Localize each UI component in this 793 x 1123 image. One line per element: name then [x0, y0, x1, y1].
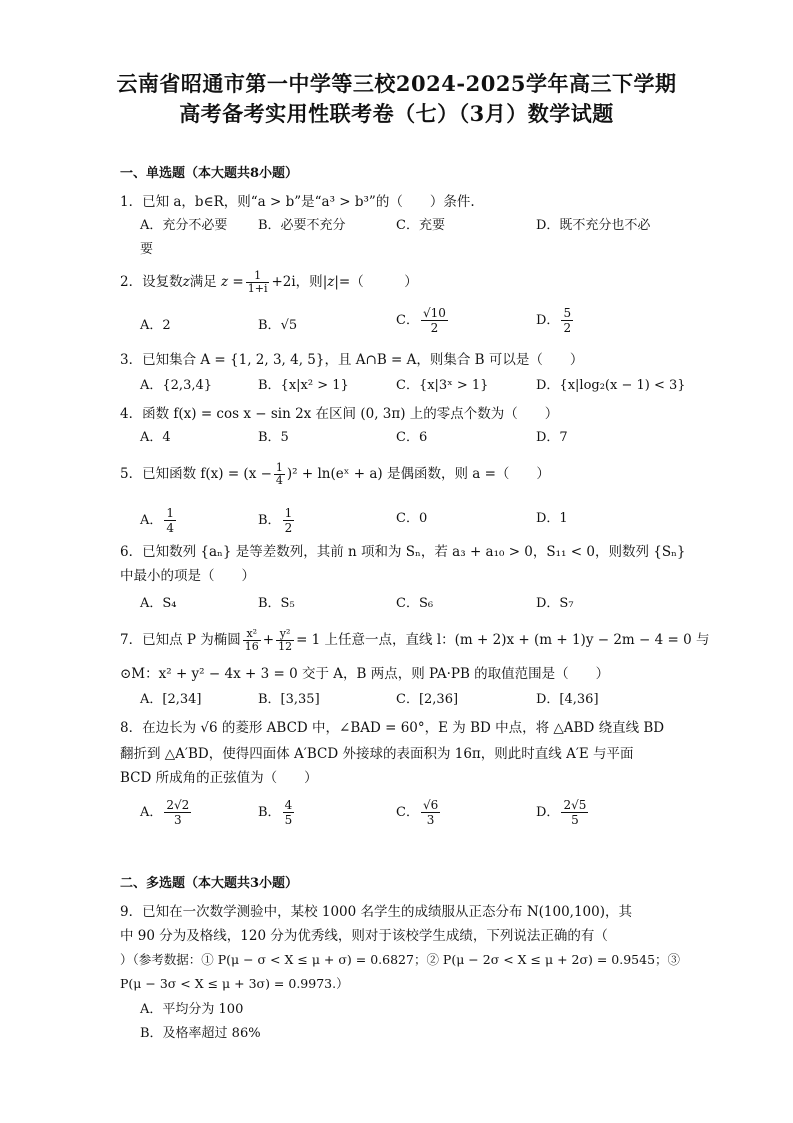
fraction: $\frac{1}{1+i}$ — [247, 269, 268, 295]
question-6-option-b: B．S₅ — [258, 596, 295, 611]
question-9-stem-line3: ）（参考数据：① P(μ − σ < X ≤ μ + σ) = 0.6827；② P(μ − 2σ < X ≤ μ + 2σ) = 0.9545；③ — [120, 952, 681, 967]
question-9-stem: 9．已知在一次数学测验中，某校 1000 名学生的成绩服从正态分布 N(100,100)，其 — [120, 904, 632, 920]
question-1-option-b: B．必要不充分 — [258, 218, 346, 233]
question-9-option-b: B．及格率超过 86% — [140, 1026, 261, 1041]
section-heading-single-choice: 一、单选题（本大题共8小题） — [120, 166, 299, 181]
question-7-stem-line2: ⊙M：x² + y² − 4x + 3 = 0 交于 A，B 两点，则 PA·PB 的取值范围是（ ） — [120, 666, 610, 682]
question-1-option-d-wrap: 要 — [140, 242, 154, 257]
question-9-stem-line2: 中 90 分为及格线，120 分为优秀线，则对于该校学生成绩，下列说法正确的有（ — [120, 928, 608, 944]
question-7-stem: 7．已知点 P 为椭圆 $\frac{\text{x²}}{16}$ + $\frac{\text{y²}}{12}$ = 1 上任意一点，直线 l：(m + 2)x + (m + 1)y − 2m − 4 = 0 与 — [120, 627, 710, 653]
question-8-stem: 8．在边长为 √6 的菱形 ABCD 中，∠BAD = 60°，E 为 BD 中点，将 △ABD 绕直线 BD — [120, 720, 665, 736]
section-heading-multi-choice: 二、多选题（本大题共3小题） — [120, 876, 299, 891]
question-6-option-d: D．S₇ — [536, 596, 574, 611]
question-6-option-c: C．S₆ — [396, 596, 434, 611]
question-9-option-a: A．平均分为 100 — [140, 1002, 244, 1017]
question-4-option-b: B．5 — [258, 430, 289, 445]
question-5-option-a: A． $\frac{1}{4}$ — [140, 506, 175, 535]
question-2-option-d: D． $\frac{5}{2}$ — [536, 306, 572, 335]
question-1-option-a: A．充分不必要 — [140, 218, 228, 233]
question-7-option-b: B．[3,35] — [258, 692, 320, 707]
question-8-option-a: A． $\frac{2√2}{3}$ — [140, 798, 190, 827]
question-6-stem-line2: 中最小的项是（ ） — [120, 568, 255, 584]
question-8-stem-line3: BCD 所成角的正弦值为（ ） — [120, 770, 318, 786]
question-2-stem: 2．设复数z满足 z = $\frac{1}{1+i}$ +2i，则|z|=（ ） — [120, 269, 418, 295]
question-1-stem: 1．已知 a，b∈R，则“a > b”是“a³ > b³”的（ ）条件. — [120, 194, 475, 210]
question-3-option-a: A．{2,3,4} — [140, 378, 213, 393]
question-7-option-c: C．[2,36] — [396, 692, 459, 707]
question-2-option-c: C． $\frac{√10}{2}$ — [396, 306, 446, 335]
question-8-option-b: B． $\frac{4}{5}$ — [258, 798, 293, 827]
question-1-option-d: D．既不充分也不必 — [536, 218, 651, 233]
question-4-option-a: A．4 — [140, 430, 171, 445]
question-5-option-c: C．0 — [396, 511, 428, 526]
question-8-option-c: C． $\frac{√6}{3}$ — [396, 798, 439, 827]
question-3-stem: 3．已知集合 A = {1, 2, 3, 4, 5}，且 A∩B = A，则集合 B 可以是（ ） — [120, 352, 584, 368]
question-9-stem-line4: P(μ − 3σ < X ≤ μ + 3σ) = 0.9973.） — [120, 976, 349, 991]
question-7-option-a: A．[2,34] — [140, 692, 202, 707]
question-3-option-c: C．{x|3ˣ > 1} — [396, 378, 489, 393]
question-8-stem-line2: 翻折到 △A′BD，使得四面体 A′BCD 外接球的表面积为 16π，则此时直线 A′E 与平面 — [120, 746, 634, 762]
question-5-stem: 5．已知函数 f(x) = (x − $\frac{1}{4}$ )² + ln(eˣ + a) 是偶函数，则 a =（ ） — [120, 461, 550, 487]
question-4-option-c: C．6 — [396, 430, 428, 445]
question-8-option-d: D． $\frac{2√5}{5}$ — [536, 798, 587, 827]
question-4-stem: 4．函数 f(x) = cos x − sin 2x 在区间 (0, 3π) 上的零点个数为（ ） — [120, 406, 559, 422]
question-4-option-d: D．7 — [536, 430, 568, 445]
question-5-option-d: D．1 — [536, 511, 568, 526]
question-3-option-b: B．{x|x² > 1} — [258, 378, 349, 393]
question-2-option-b: B．√5 — [258, 318, 298, 333]
question-1-option-c: C．充要 — [396, 218, 445, 233]
page-title-line1: 云南省昭通市第一中学等三校2024-2025学年高三下学期 — [116, 71, 677, 96]
question-7-option-d: D．[4,36] — [536, 692, 599, 707]
question-6-option-a: A．S₄ — [140, 596, 177, 611]
question-5-option-b: B． $\frac{1}{2}$ — [258, 506, 293, 535]
question-3-option-d: D．{x|log₂(x − 1) < 3} — [536, 378, 686, 393]
page-title-line2: 高考备考实用性联考卷（七）（3月）数学试题 — [179, 101, 614, 126]
question-6-stem: 6．已知数列 {aₙ} 是等差数列，其前 n 项和为 Sₙ，若 a₃ + a₁₀ > 0，S₁₁ < 0，则数列 {Sₙ} — [120, 544, 686, 560]
question-2-option-a: A．2 — [140, 318, 171, 333]
